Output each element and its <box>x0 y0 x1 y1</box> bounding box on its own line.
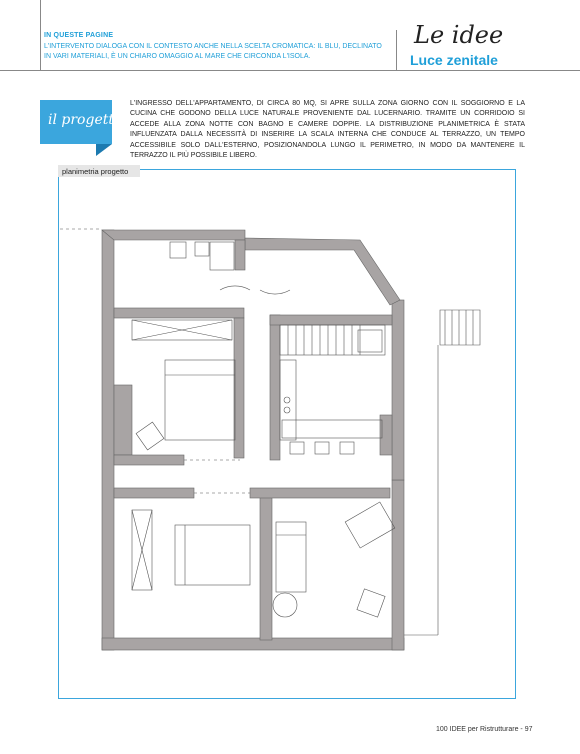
bed-2 <box>175 525 250 585</box>
wall-bedroom3-north <box>250 488 390 498</box>
door-swing-2 <box>260 290 290 294</box>
wall-kitchen-west <box>270 315 280 460</box>
wall-north-jog <box>235 240 245 270</box>
section-label: IN QUESTE PAGINE <box>44 32 114 39</box>
plan-label: planimetria progetto <box>62 167 129 176</box>
intro-text: L'INTERVENTO DIALOGA CON IL CONTESTO ANCHE NELLA SCELTA CROMATICA: IL BLU, DECLINATO IN VARI MATERIALI, È UN CHIARO OMAGGIO AL MARE CHE CIRCONDA L'ISOLA. <box>44 43 382 60</box>
bed-1 <box>165 360 235 440</box>
ribbon-fold <box>96 144 112 156</box>
bath-fixture-1 <box>170 242 186 258</box>
bed-3 <box>276 522 306 592</box>
table-3 <box>273 593 297 617</box>
door-swing-1 <box>220 286 250 290</box>
page-footer: 100 IDEE per Ristrutturare - 97 <box>436 726 533 733</box>
floor-plan <box>60 180 514 695</box>
project-description: L'INGRESSO DELL'APPARTAMENTO, DI CIRCA 80 MQ, SI APRE SULLA ZONA GIORNO CON IL SOGGIORNO E LA CUCINA CHE GODONO DELLA LUCE NATURALE PROVENIENTE DAL LUCERNARIO. TRAMITE UN CORRIDOIO SI ACCEDE ALLA ZONA NOTTE CON BAGNO E CAMERE DOPPIE. LA DISTRIBUZIONE PLANIMETRICA È STATA INFLUENZATA DALLA NECESSITÀ DI INSERIRE LA SCALA INTERNA CHE CONDUCE AL TERRAZZO, UN TEMPO ACCESSIBILE SOLO DALL'ESTERNO, POSIZIONANDOLA LUNGO IL PERIMETRO, IN MODO DA MANTENERE IL TERRAZZO IL PIÙ POSSIBILE LIBERO. <box>130 100 525 160</box>
wall-bedroom1-north <box>114 308 244 318</box>
dining-table <box>282 420 382 438</box>
chair-3 <box>345 502 395 548</box>
wall-bedroom2-north <box>114 488 194 498</box>
wall-stair-north <box>270 315 392 325</box>
header-rule-vertical <box>40 0 41 70</box>
wall-west <box>102 230 114 650</box>
wall-north-right <box>245 238 400 305</box>
wall-east-upper <box>392 300 404 480</box>
wall-south <box>102 638 404 650</box>
wall-east-lower <box>392 480 404 650</box>
wall-north-left <box>102 230 245 240</box>
external-stair <box>440 310 480 345</box>
kitchen-counter <box>280 360 296 440</box>
brand-subtitle: Luce zenitale <box>410 52 498 68</box>
bath-fixture-2 <box>195 242 209 256</box>
header-rule <box>0 70 580 71</box>
ribbon-label: il progetto <box>48 112 123 128</box>
chair-1 <box>136 422 164 450</box>
wall-bedroom1-west-jamb <box>114 385 132 455</box>
wall-bedroom1-south <box>114 455 184 465</box>
shower <box>210 242 234 270</box>
header-rule-vertical-right <box>396 30 397 71</box>
wall-bedroom-divider <box>260 490 272 640</box>
wall-bedroom1-east <box>234 318 244 458</box>
chair-3b <box>357 589 385 617</box>
brand-script: Le idee <box>414 21 504 49</box>
